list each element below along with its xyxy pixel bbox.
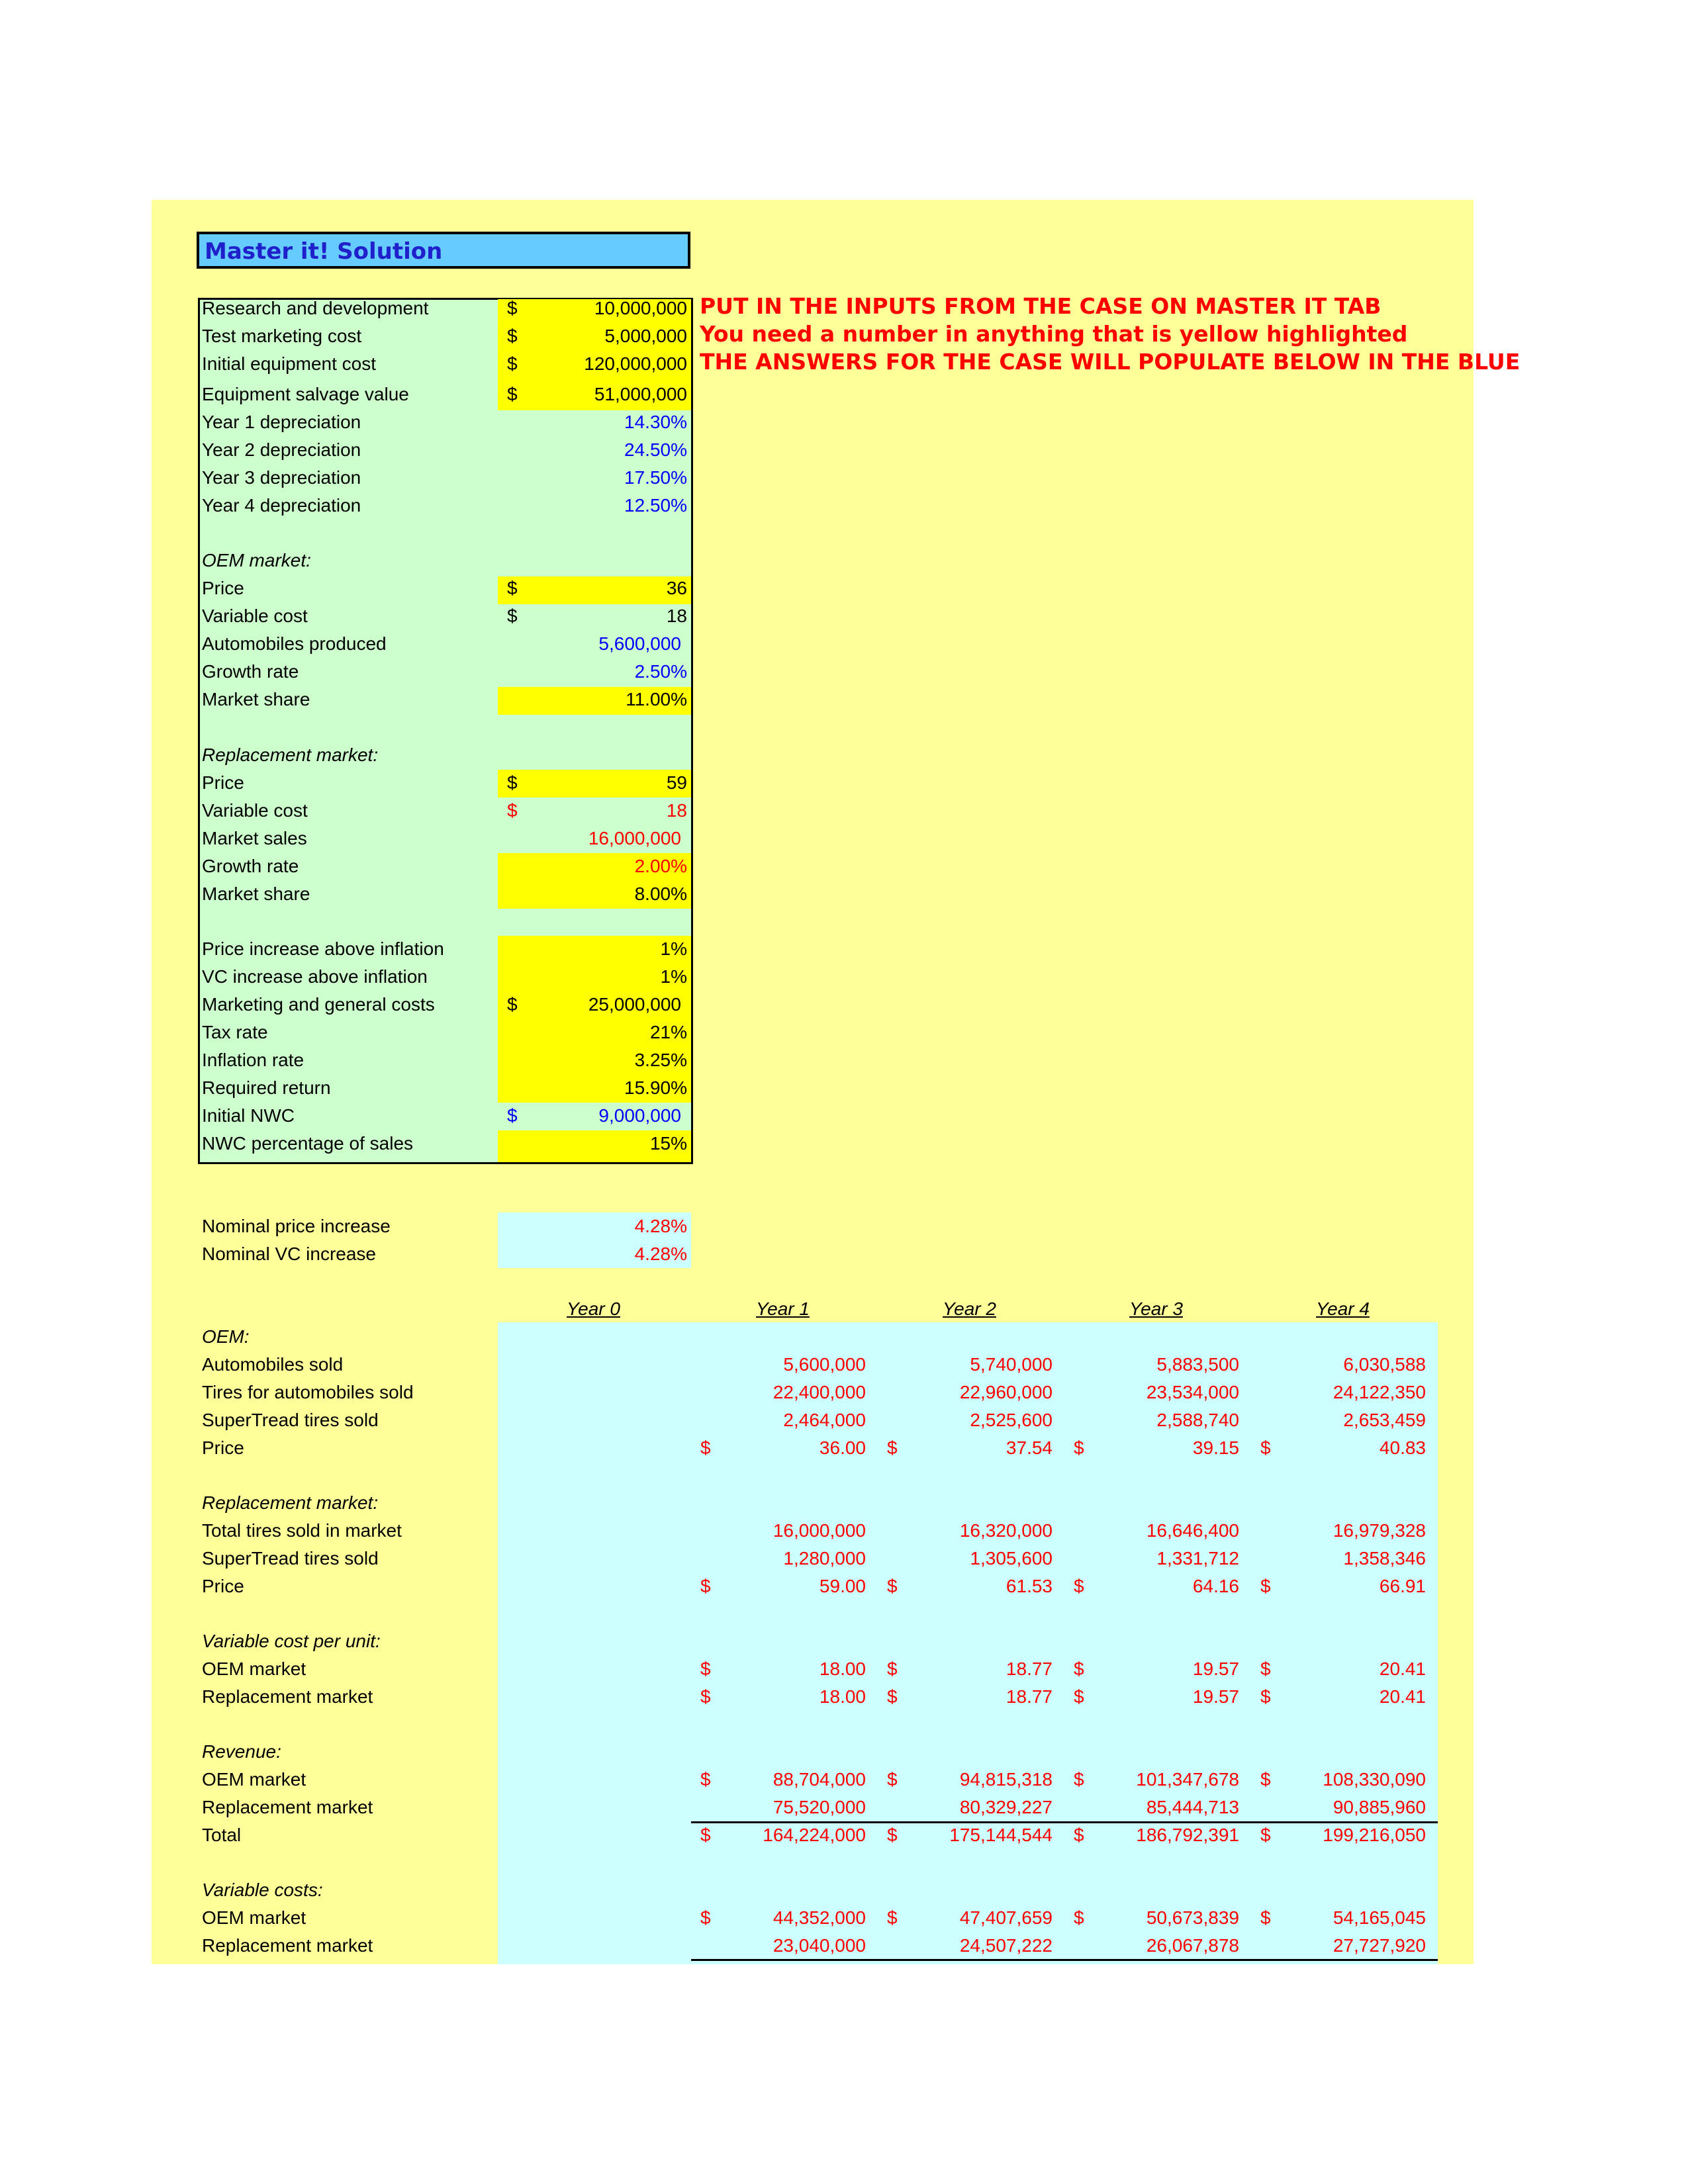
- cell-st-oem-year-4[interactable]: 2,653,459: [1343, 1410, 1426, 1430]
- label-vcost-oem: OEM market: [202, 1907, 306, 1928]
- label-oem-growth: Growth rate: [202, 661, 299, 682]
- value-oem-vc[interactable]: 18: [666, 606, 687, 626]
- dollar-sign: $: [1074, 1686, 1084, 1707]
- cell-st-oem-year-3[interactable]: 2,588,740: [1156, 1410, 1239, 1430]
- label-rep-share: Market share: [202, 884, 310, 904]
- label-vc-inc: VC increase above inflation: [202, 966, 428, 987]
- cell-vcost-rep-year-3[interactable]: 26,067,878: [1146, 1935, 1239, 1956]
- dollar-sign: $: [700, 1437, 711, 1458]
- cell-vcu-rep-year-1[interactable]: 18.00: [819, 1686, 866, 1707]
- cell-tires-autos-year-3[interactable]: 23,534,000: [1146, 1382, 1239, 1402]
- label-oem-header: OEM market:: [202, 550, 311, 570]
- label-oem-share: Market share: [202, 689, 310, 709]
- dollar-sign: $: [507, 384, 518, 404]
- dollar-sign: $: [1260, 1769, 1271, 1790]
- value-dep3[interactable]: 17.50%: [624, 467, 687, 488]
- value-oem-growth[interactable]: 2.50%: [634, 661, 687, 682]
- dollar-sign: $: [887, 1659, 898, 1679]
- label-vcu-oem: OEM market: [202, 1659, 306, 1679]
- label-oem-price: Price: [202, 578, 244, 598]
- cell-vcu-oem-year-1[interactable]: 18.00: [819, 1659, 866, 1679]
- dollar-sign: $: [507, 800, 518, 821]
- value-initial-equipment[interactable]: 120,000,000: [584, 353, 687, 374]
- cell-vcu-oem-year-2[interactable]: 18.77: [1006, 1659, 1053, 1679]
- dollar-sign: $: [1260, 1686, 1271, 1707]
- label-rev-total: Total: [202, 1825, 242, 1845]
- label-autos-sold: Automobiles sold: [202, 1354, 344, 1375]
- label-req-return: Required return: [202, 1077, 331, 1098]
- year-header-2: Year 2: [943, 1298, 996, 1319]
- dollar-sign: $: [507, 994, 518, 1015]
- value-nominal-price[interactable]: 4.28%: [634, 1216, 687, 1236]
- value-salvage[interactable]: 51,000,000: [594, 384, 687, 404]
- value-inflation[interactable]: 3.25%: [634, 1050, 687, 1070]
- dollar-sign: $: [1074, 1437, 1084, 1458]
- label-dep3: Year 3 depreciation: [202, 467, 361, 488]
- value-rep-growth[interactable]: 2.00%: [634, 856, 687, 876]
- notice-line-1: PUT IN THE INPUTS FROM THE CASE ON MASTER IT TAB: [700, 293, 1382, 319]
- cell-total-tires-year-2[interactable]: 16,320,000: [959, 1520, 1053, 1541]
- cell-oem-price-year-2[interactable]: 37.54: [1006, 1437, 1053, 1458]
- label-dep2: Year 2 depreciation: [202, 439, 361, 460]
- label-rep-sales: Market sales: [202, 828, 307, 848]
- label-rep-price: Price: [202, 772, 244, 793]
- cell-total-tires-year-4[interactable]: 16,979,328: [1333, 1520, 1426, 1541]
- cell-rev-total-year-2[interactable]: 175,144,544: [949, 1825, 1053, 1845]
- cell-vcost-rep-year-4[interactable]: 27,727,920: [1333, 1935, 1426, 1956]
- cell-tires-autos-year-1[interactable]: 22,400,000: [773, 1382, 866, 1402]
- cell-rep-price-year-3[interactable]: 64.16: [1192, 1576, 1239, 1596]
- cell-total-tires-year-1[interactable]: 16,000,000: [773, 1520, 866, 1541]
- dollar-sign: $: [507, 298, 518, 318]
- dollar-sign: $: [700, 1686, 711, 1707]
- dollar-sign: $: [887, 1825, 898, 1845]
- value-req-return[interactable]: 15.90%: [624, 1077, 687, 1098]
- dollar-sign: $: [1260, 1825, 1271, 1845]
- cell-vcu-rep-year-3[interactable]: 19.57: [1192, 1686, 1239, 1707]
- dollar-sign: $: [507, 326, 518, 346]
- dollar-sign: $: [700, 1825, 711, 1845]
- cell-vcost-oem-year-2[interactable]: 47,407,659: [959, 1907, 1053, 1928]
- value-tax[interactable]: 21%: [649, 1022, 687, 1042]
- label-nominal-price: Nominal price increase: [202, 1216, 391, 1236]
- cell-rev-rep-year-1[interactable]: 75,520,000: [773, 1797, 866, 1817]
- label-vcost-header: Variable costs:: [202, 1880, 323, 1900]
- dollar-sign: $: [507, 578, 518, 598]
- dollar-sign: $: [1074, 1576, 1084, 1596]
- label-test-marketing: Test marketing cost: [202, 326, 362, 346]
- dollar-sign: $: [1074, 1659, 1084, 1679]
- dollar-sign: $: [700, 1659, 711, 1679]
- value-research-development[interactable]: 10,000,000: [594, 298, 687, 318]
- dollar-sign: $: [887, 1576, 898, 1596]
- label-salvage: Equipment salvage value: [202, 384, 409, 404]
- value-vc-inc[interactable]: 1%: [660, 966, 687, 987]
- cell-rep-price-year-1[interactable]: 59.00: [819, 1576, 866, 1596]
- cell-autos-sold-year-1[interactable]: 5,600,000: [783, 1354, 866, 1375]
- label-rev-rep: Replacement market: [202, 1797, 373, 1817]
- cell-oem-price-year-4[interactable]: 40.83: [1379, 1437, 1426, 1458]
- cell-tires-autos-year-2[interactable]: 22,960,000: [959, 1382, 1053, 1402]
- cell-st-rep-year-2[interactable]: 1,305,600: [970, 1548, 1053, 1569]
- dollar-sign: $: [887, 1437, 898, 1458]
- value-dep4[interactable]: 12.50%: [624, 495, 687, 516]
- cell-oem-price-year-1[interactable]: 36.00: [819, 1437, 866, 1458]
- label-rep-vc: Variable cost: [202, 800, 308, 821]
- cell-rev-oem-year-1[interactable]: 88,704,000: [773, 1769, 866, 1790]
- cell-rev-oem-year-3[interactable]: 101,347,678: [1136, 1769, 1239, 1790]
- label-oem-vc: Variable cost: [202, 606, 308, 626]
- cell-autos-sold-year-2[interactable]: 5,740,000: [970, 1354, 1053, 1375]
- cell-st-rep-year-1[interactable]: 1,280,000: [783, 1548, 866, 1569]
- label-st-oem: SuperTread tires sold: [202, 1410, 379, 1430]
- dollar-sign: $: [507, 606, 518, 626]
- notice-line-2: You need a number in anything that is yellow highlighted: [700, 321, 1408, 347]
- dollar-sign: $: [507, 772, 518, 793]
- label-dep1: Year 1 depreciation: [202, 412, 361, 432]
- value-mktg[interactable]: 25,000,000: [588, 994, 681, 1015]
- label-initial-equipment: Initial equipment cost: [202, 353, 377, 374]
- cell-rev-rep-year-4[interactable]: 90,885,960: [1333, 1797, 1426, 1817]
- label-inflation: Inflation rate: [202, 1050, 305, 1070]
- year-header-0: Year 0: [567, 1298, 620, 1319]
- input-highlight-rep-price: [498, 770, 691, 797]
- dollar-sign: $: [887, 1907, 898, 1928]
- cell-rev-rep-year-3[interactable]: 85,444,713: [1146, 1797, 1239, 1817]
- label-rep-growth: Growth rate: [202, 856, 299, 876]
- label-dep4: Year 4 depreciation: [202, 495, 361, 516]
- cell-vcost-oem-year-4[interactable]: 54,165,045: [1333, 1907, 1426, 1928]
- value-test-marketing[interactable]: 5,000,000: [604, 326, 687, 346]
- dollar-sign: $: [700, 1576, 711, 1596]
- cell-total-tires-year-3[interactable]: 16,646,400: [1146, 1520, 1239, 1541]
- cell-vcu-oem-year-4[interactable]: 20.41: [1379, 1659, 1426, 1679]
- value-nominal-vc[interactable]: 4.28%: [634, 1244, 687, 1264]
- label-proj-rep-header: Replacement market:: [202, 1492, 379, 1513]
- value-rep-vc[interactable]: 18: [666, 800, 687, 821]
- label-rev-oem: OEM market: [202, 1769, 306, 1790]
- cell-rev-total-year-1[interactable]: 164,224,000: [763, 1825, 866, 1845]
- dollar-sign: $: [1260, 1437, 1271, 1458]
- cell-vcost-rep-year-2[interactable]: 24,507,222: [959, 1935, 1053, 1956]
- label-oem-autos: Automobiles produced: [202, 633, 387, 654]
- cell-st-oem-year-2[interactable]: 2,525,600: [970, 1410, 1053, 1430]
- value-init-nwc[interactable]: 9,000,000: [598, 1105, 681, 1126]
- value-dep1[interactable]: 14.30%: [624, 412, 687, 432]
- label-rev-header: Revenue:: [202, 1741, 281, 1762]
- dollar-sign: $: [507, 353, 518, 374]
- cell-rev-oem-year-2[interactable]: 94,815,318: [959, 1769, 1053, 1790]
- label-research-development: Research and development: [202, 298, 429, 318]
- value-oem-share[interactable]: 11.00%: [626, 689, 687, 709]
- label-vcu-header: Variable cost per unit:: [202, 1631, 381, 1651]
- label-st-rep: SuperTread tires sold: [202, 1548, 379, 1569]
- input-highlight-oem: [498, 576, 691, 604]
- notice-line-3: THE ANSWERS FOR THE CASE WILL POPULATE BELOW IN THE BLUE: [700, 349, 1521, 375]
- year-header-4: Year 4: [1316, 1298, 1370, 1319]
- label-total-tires: Total tires sold in market: [202, 1520, 402, 1541]
- label-init-nwc: Initial NWC: [202, 1105, 295, 1126]
- page-title: Master it! Solution: [205, 238, 443, 265]
- label-nominal-vc: Nominal VC increase: [202, 1244, 376, 1264]
- cell-vcost-oem-year-1[interactable]: 44,352,000: [773, 1907, 866, 1928]
- value-rep-share[interactable]: 8.00%: [634, 884, 687, 904]
- cell-st-rep-year-4[interactable]: 1,358,346: [1343, 1548, 1426, 1569]
- value-rep-price[interactable]: 59: [666, 772, 687, 793]
- dollar-sign: $: [887, 1686, 898, 1707]
- value-price-inc[interactable]: 1%: [660, 938, 687, 959]
- dollar-sign: $: [1074, 1907, 1084, 1928]
- label-rep-header: Replacement market:: [202, 745, 379, 765]
- dollar-sign: $: [507, 1105, 518, 1126]
- cell-st-rep-year-3[interactable]: 1,331,712: [1156, 1548, 1239, 1569]
- dollar-sign: $: [700, 1769, 711, 1790]
- cell-rev-oem-year-4[interactable]: 108,330,090: [1323, 1769, 1426, 1790]
- cell-rev-total-year-3[interactable]: 186,792,391: [1136, 1825, 1239, 1845]
- cell-rev-rep-year-2[interactable]: 80,329,227: [959, 1797, 1053, 1817]
- value-rep-sales[interactable]: 16,000,000: [588, 828, 681, 848]
- cell-vcost-oem-year-3[interactable]: 50,673,839: [1146, 1907, 1239, 1928]
- label-mktg: Marketing and general costs: [202, 994, 435, 1015]
- value-oem-autos[interactable]: 5,600,000: [598, 633, 681, 654]
- year-header-3: Year 3: [1129, 1298, 1183, 1319]
- cell-rev-total-year-4[interactable]: 199,216,050: [1323, 1825, 1426, 1845]
- cell-vcost-rep-year-1[interactable]: 23,040,000: [773, 1935, 866, 1956]
- cell-tires-autos-year-4[interactable]: 24,122,350: [1333, 1382, 1426, 1402]
- value-dep2[interactable]: 24.50%: [624, 439, 687, 460]
- dollar-sign: $: [1260, 1576, 1271, 1596]
- label-vcu-rep: Replacement market: [202, 1686, 373, 1707]
- projection-year0-column: [498, 1322, 691, 1964]
- value-oem-price[interactable]: 36: [666, 578, 687, 598]
- cell-st-oem-year-1[interactable]: 2,464,000: [783, 1410, 866, 1430]
- label-price-inc: Price increase above inflation: [202, 938, 444, 959]
- label-tax: Tax rate: [202, 1022, 268, 1042]
- value-nwc-pct[interactable]: 15%: [649, 1133, 687, 1154]
- cell-rep-price-year-4[interactable]: 66.91: [1379, 1576, 1426, 1596]
- dollar-sign: $: [887, 1769, 898, 1790]
- cell-rep-price-year-2[interactable]: 61.53: [1006, 1576, 1053, 1596]
- cell-autos-sold-year-4[interactable]: 6,030,588: [1343, 1354, 1426, 1375]
- label-vcost-rep: Replacement market: [202, 1935, 373, 1956]
- cell-vcu-rep-year-4[interactable]: 20.41: [1379, 1686, 1426, 1707]
- title-box: [197, 232, 690, 269]
- label-proj-oem-price: Price: [202, 1437, 244, 1458]
- label-tires-autos: Tires for automobiles sold: [202, 1382, 414, 1402]
- cell-vcu-oem-year-3[interactable]: 19.57: [1192, 1659, 1239, 1679]
- dollar-sign: $: [1074, 1825, 1084, 1845]
- label-proj-oem-header: OEM:: [202, 1326, 250, 1347]
- dollar-sign: $: [1260, 1907, 1271, 1928]
- year-header-1: Year 1: [756, 1298, 810, 1319]
- cell-oem-price-year-3[interactable]: 39.15: [1192, 1437, 1239, 1458]
- cell-vcu-rep-year-2[interactable]: 18.77: [1006, 1686, 1053, 1707]
- cell-autos-sold-year-3[interactable]: 5,883,500: [1156, 1354, 1239, 1375]
- dollar-sign: $: [1260, 1659, 1271, 1679]
- label-nwc-pct: NWC percentage of sales: [202, 1133, 414, 1154]
- label-proj-rep-price: Price: [202, 1576, 244, 1596]
- dollar-sign: $: [700, 1907, 711, 1928]
- dollar-sign: $: [1074, 1769, 1084, 1790]
